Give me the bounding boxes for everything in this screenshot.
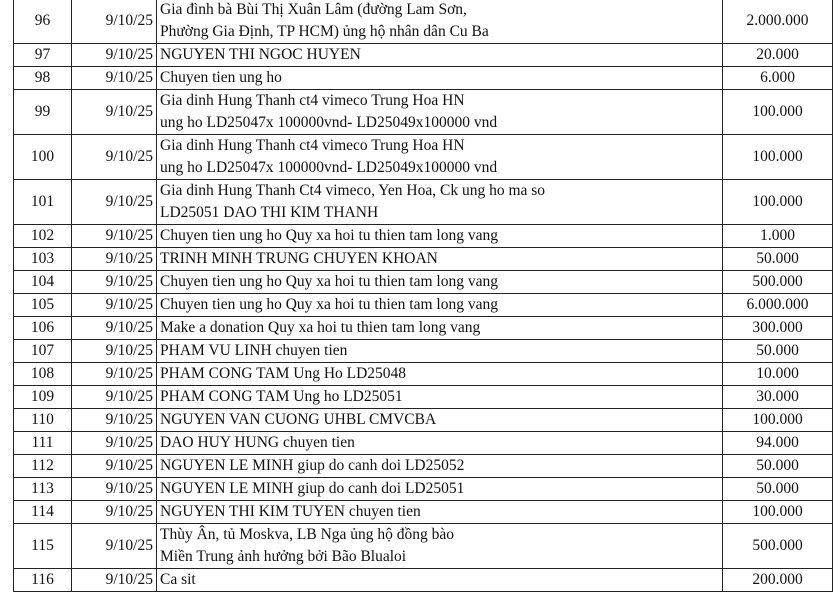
entry-amount: 500.000 bbox=[723, 524, 833, 569]
table-row bbox=[14, 90, 833, 135]
entry-description: Gia dinh Hung Thanh ct4 vimeco Trung Hoa HN ung ho LD25047x 100000vnd- LD25049x100000 vnd bbox=[157, 90, 723, 135]
entry-description: NGUYEN VAN CUONG UHBL CMVCBA bbox=[157, 409, 723, 432]
entry-number: 112 bbox=[14, 455, 72, 478]
entry-description: NGUYEN LE MINH giup do canh doi LD25051 bbox=[157, 478, 723, 501]
table-row bbox=[14, 340, 833, 363]
entry-date: 9/10/25 bbox=[72, 0, 157, 44]
entry-number: 101 bbox=[14, 180, 72, 225]
entry-amount: 1.000 bbox=[723, 225, 833, 248]
entry-description: NGUYEN THI NGOC HUYEN bbox=[157, 44, 723, 67]
entry-date: 9/10/25 bbox=[72, 501, 157, 524]
entry-date: 9/10/25 bbox=[72, 569, 157, 592]
entry-amount: 100.000 bbox=[723, 180, 833, 225]
table-row bbox=[14, 455, 833, 478]
entry-number: 114 bbox=[14, 501, 72, 524]
entry-description: DAO HUY HUNG chuyen tien bbox=[157, 432, 723, 455]
entry-number: 108 bbox=[14, 363, 72, 386]
entry-number: 116 bbox=[14, 569, 72, 592]
entry-amount: 100.000 bbox=[723, 135, 833, 180]
entry-description: Ca sit bbox=[157, 569, 723, 592]
entry-date: 9/10/25 bbox=[72, 135, 157, 180]
entry-number: 106 bbox=[14, 317, 72, 340]
entry-number: 110 bbox=[14, 409, 72, 432]
entry-amount: 2.000.000 bbox=[723, 0, 833, 44]
entry-date: 9/10/25 bbox=[72, 386, 157, 409]
entry-description: TRINH MINH TRUNG CHUYEN KHOAN bbox=[157, 248, 723, 271]
entry-amount: 20.000 bbox=[723, 44, 833, 67]
entry-amount: 94.000 bbox=[723, 432, 833, 455]
entry-amount: 50.000 bbox=[723, 455, 833, 478]
table-row bbox=[14, 524, 833, 569]
entry-date: 9/10/25 bbox=[72, 524, 157, 569]
entry-date: 9/10/25 bbox=[72, 455, 157, 478]
entry-description: Gia dinh Hung Thanh Ct4 vimeco, Yen Hoa, Ck ung ho ma so LD25051 DAO THI KIM THANH bbox=[157, 180, 723, 225]
table-row bbox=[14, 294, 833, 317]
table-row bbox=[14, 271, 833, 294]
table-row bbox=[14, 432, 833, 455]
entry-amount: 6.000.000 bbox=[723, 294, 833, 317]
entry-amount: 300.000 bbox=[723, 317, 833, 340]
entry-amount: 50.000 bbox=[723, 248, 833, 271]
entry-number: 98 bbox=[14, 67, 72, 90]
entry-date: 9/10/25 bbox=[72, 44, 157, 67]
entry-date: 9/10/25 bbox=[72, 409, 157, 432]
entry-date: 9/10/25 bbox=[72, 478, 157, 501]
entry-description: Thùy Ân, tủ Moskva, LB Nga ủng hộ đồng bào Miền Trung ảnh hưởng bởi Bão Blualoi bbox=[157, 524, 723, 569]
entry-description: PHAM CONG TAM Ung ho LD25051 bbox=[157, 386, 723, 409]
entry-description: Gia dinh Hung Thanh ct4 vimeco Trung Hoa HN ung ho LD25047x 100000vnd- LD25049x100000 vnd bbox=[157, 135, 723, 180]
entry-date: 9/10/25 bbox=[72, 90, 157, 135]
entry-date: 9/10/25 bbox=[72, 225, 157, 248]
entry-amount: 6.000 bbox=[723, 67, 833, 90]
entry-description: PHAM CONG TAM Ung Ho LD25048 bbox=[157, 363, 723, 386]
entry-date: 9/10/25 bbox=[72, 432, 157, 455]
entry-number: 104 bbox=[14, 271, 72, 294]
entry-date: 9/10/25 bbox=[72, 271, 157, 294]
table-row bbox=[14, 409, 833, 432]
entry-date: 9/10/25 bbox=[72, 248, 157, 271]
entry-amount: 30.000 bbox=[723, 386, 833, 409]
entry-description: PHAM VU LINH chuyen tien bbox=[157, 340, 723, 363]
entry-amount: 100.000 bbox=[723, 90, 833, 135]
entry-date: 9/10/25 bbox=[72, 317, 157, 340]
donation-table-body bbox=[14, 0, 833, 592]
entry-description: NGUYEN THI KIM TUYEN chuyen tien bbox=[157, 501, 723, 524]
entry-number: 109 bbox=[14, 386, 72, 409]
table-row bbox=[14, 478, 833, 501]
entry-description: Chuyen tien ung ho Quy xa hoi tu thien tam long vang bbox=[157, 225, 723, 248]
table-row bbox=[14, 501, 833, 524]
table-row bbox=[14, 363, 833, 386]
table-row bbox=[14, 386, 833, 409]
table-row bbox=[14, 569, 833, 592]
entry-number: 113 bbox=[14, 478, 72, 501]
entry-amount: 10.000 bbox=[723, 363, 833, 386]
entry-amount: 100.000 bbox=[723, 409, 833, 432]
entry-description: Gia đình bà Bùi Thị Xuân Lâm (đường Lam Sơn, Phường Gia Định, TP HCM) ủng hộ nhân dân Cu Ba bbox=[157, 0, 723, 44]
entry-date: 9/10/25 bbox=[72, 363, 157, 386]
entry-amount: 500.000 bbox=[723, 271, 833, 294]
entry-number: 102 bbox=[14, 225, 72, 248]
table-row bbox=[14, 0, 833, 44]
table-row bbox=[14, 248, 833, 271]
entry-number: 100 bbox=[14, 135, 72, 180]
entry-amount: 50.000 bbox=[723, 478, 833, 501]
entry-number: 96 bbox=[14, 0, 72, 44]
entry-number: 107 bbox=[14, 340, 72, 363]
entry-number: 99 bbox=[14, 90, 72, 135]
table-row bbox=[14, 180, 833, 225]
entry-amount: 50.000 bbox=[723, 340, 833, 363]
entry-description: Chuyen tien ung ho Quy xa hoi tu thien tam long vang bbox=[157, 294, 723, 317]
entry-description: Chuyen tien ung ho bbox=[157, 67, 723, 90]
entry-number: 103 bbox=[14, 248, 72, 271]
entry-number: 97 bbox=[14, 44, 72, 67]
donation-table bbox=[13, 0, 833, 592]
entry-date: 9/10/25 bbox=[72, 67, 157, 90]
entry-date: 9/10/25 bbox=[72, 180, 157, 225]
entry-date: 9/10/25 bbox=[72, 294, 157, 317]
entry-description: NGUYEN LE MINH giup do canh doi LD25052 bbox=[157, 455, 723, 478]
table-row bbox=[14, 225, 833, 248]
table-row bbox=[14, 67, 833, 90]
entry-amount: 200.000 bbox=[723, 569, 833, 592]
table-row bbox=[14, 135, 833, 180]
entry-date: 9/10/25 bbox=[72, 340, 157, 363]
table-row bbox=[14, 44, 833, 67]
table-row bbox=[14, 317, 833, 340]
entry-number: 115 bbox=[14, 524, 72, 569]
entry-amount: 100.000 bbox=[723, 501, 833, 524]
entry-number: 111 bbox=[14, 432, 72, 455]
entry-description: Chuyen tien ung ho Quy xa hoi tu thien tam long vang bbox=[157, 271, 723, 294]
entry-number: 105 bbox=[14, 294, 72, 317]
entry-description: Make a donation Quy xa hoi tu thien tam long vang bbox=[157, 317, 723, 340]
